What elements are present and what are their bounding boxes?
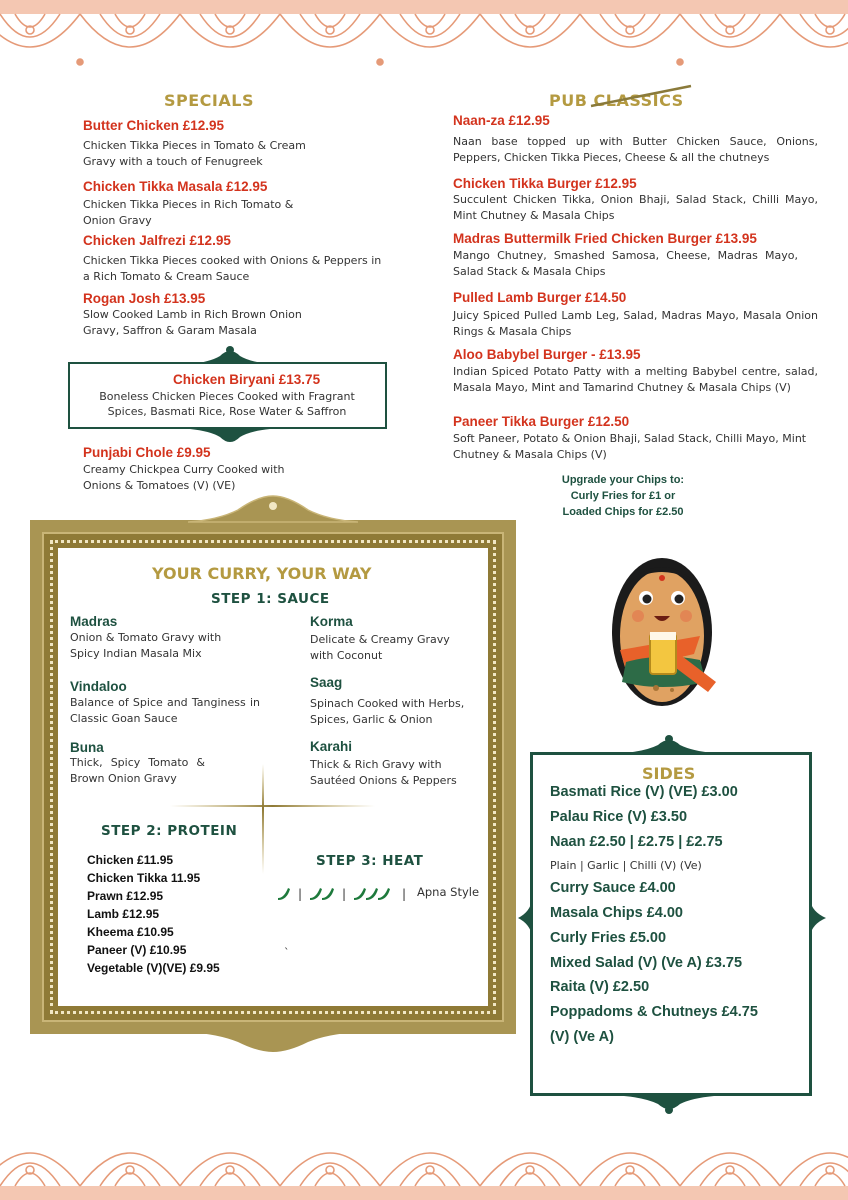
specials-item-desc: Chicken Tikka Pieces in Rich Tomato & Onion Gravy bbox=[83, 198, 294, 227]
side-item: (V) (Ve A) bbox=[550, 1029, 614, 1045]
sauce-desc: Thick, Spicy Tomato & Brown Onion Gravy bbox=[70, 756, 205, 785]
sauce-name: Saag bbox=[310, 675, 343, 690]
pub-item-name: Chicken Tikka Burger £12.95 bbox=[453, 176, 637, 191]
pub-item-name: Naan-za £12.95 bbox=[453, 113, 550, 128]
pub-item-name: Pulled Lamb Burger £14.50 bbox=[453, 290, 627, 305]
heat-scale-chilli-icon bbox=[276, 884, 416, 902]
ornament-icon bbox=[810, 900, 826, 936]
side-item: Basmati Rice (V) (VE) £3.00 bbox=[550, 784, 738, 800]
svg-text:|: | bbox=[402, 887, 407, 901]
pub-word: PUB bbox=[549, 91, 588, 110]
specials-item-desc: Chicken Tikka Pieces cooked with Onions & Peppers in a Rich Tomato & Cream Sauce bbox=[83, 254, 382, 283]
svg-text:|: | bbox=[298, 887, 303, 901]
specials-item-name: Chicken Tikka Masala £12.95 bbox=[83, 179, 268, 194]
step-2-title: STEP 2: PROTEIN bbox=[101, 823, 238, 839]
ornament-icon bbox=[190, 427, 270, 447]
side-item: Palau Rice (V) £3.50 bbox=[550, 809, 688, 825]
side-item: Raita (V) £2.50 bbox=[550, 979, 650, 995]
pub-item-name: Madras Buttermilk Fried Chicken Burger £13.95 bbox=[453, 231, 757, 246]
biryani-box bbox=[68, 362, 387, 429]
pub-item-desc: Indian Spiced Potato Patty with a melting Babybel centre, salad, Masala Mayo, Mint and Tamarind Chutney & Masala Chips (V) bbox=[453, 365, 818, 394]
naan-options: Plain | Garlic | Chilli (V) (Ve) bbox=[550, 859, 702, 872]
side-item: Poppadoms & Chutneys £4.75 bbox=[550, 1004, 758, 1020]
sides-title: SIDES bbox=[642, 764, 696, 783]
sauce-desc: Onion & Tomato Gravy with Spicy Indian Masala Mix bbox=[70, 631, 222, 660]
curry-title: YOUR CURRY, YOUR WAY bbox=[152, 564, 372, 583]
side-item: Mixed Salad (V) (Ve A) £3.75 bbox=[550, 955, 743, 971]
frame-base-icon bbox=[188, 1030, 358, 1054]
svg-text:|: | bbox=[342, 887, 347, 901]
protein-item: Chicken £11.95 bbox=[87, 853, 174, 867]
sauce-desc: Balance of Spice and Tanginess in Classic Goan Sauce bbox=[70, 696, 260, 725]
pub-item-desc: Naan base topped up with Butter Chicken Sauce, Onions, Peppers, Chicken Tikka Pieces, Cheese & all the chutneys bbox=[453, 135, 818, 164]
side-item: Curry Sauce £4.00 bbox=[550, 880, 676, 896]
specials-item-desc: Creamy Chickpea Curry Cooked with Onions & Tomatoes (V) (VE) bbox=[83, 463, 285, 492]
sauce-desc: Delicate & Creamy Gravy with Coconut bbox=[310, 633, 450, 662]
pub-item-desc: Soft Paneer, Potato & Onion Bhaji, Salad Stack, Chilli Mayo, Mint Chutney & Masala Chips (V) bbox=[453, 432, 807, 461]
pub-item-name: Aloo Babybel Burger - £13.95 bbox=[453, 347, 641, 362]
protein-item: Prawn £12.95 bbox=[87, 889, 164, 903]
top-paisley-band bbox=[0, 0, 848, 90]
upgrade-line: Loaded Chips for £2.50 bbox=[562, 506, 684, 518]
specials-item-name: Chicken Biryani £13.75 bbox=[173, 372, 321, 387]
upgrade-line: Upgrade your Chips to: bbox=[561, 474, 685, 486]
sauce-name: Korma bbox=[310, 614, 353, 629]
strikethrough-icon bbox=[586, 82, 696, 112]
pub-item-desc: Juicy Spiced Pulled Lamb Leg, Salad, Madras Mayo, Masala Onion Rings & Masala Chips bbox=[453, 309, 818, 338]
bottom-paisley-band bbox=[0, 1110, 848, 1200]
sauce-desc: Spinach Cooked with Herbs, Spices, Garlic & Onion bbox=[310, 697, 465, 726]
protein-item: Chicken Tikka 11.95 bbox=[87, 871, 201, 885]
upgrade-note bbox=[540, 472, 706, 520]
sauce-desc: Thick & Rich Gravy with Sautéed Onions & Peppers bbox=[310, 758, 457, 787]
upgrade-line: Curly Fries for £1 or bbox=[570, 490, 676, 502]
sauce-name: Karahi bbox=[310, 739, 353, 754]
side-item: Naan £2.50 | £2.75 | £2.75 bbox=[550, 834, 723, 850]
specials-item-desc: Chicken Tikka Pieces in Tomato & Cream Gravy with a touch of Fenugreek bbox=[83, 139, 306, 168]
heat-apna-style: Apna Style bbox=[417, 885, 480, 899]
specials-title: SPECIALS bbox=[164, 91, 254, 110]
classics-word: CLASSICS bbox=[593, 91, 684, 110]
frame-crest-icon bbox=[188, 494, 358, 524]
ornament-icon bbox=[518, 900, 532, 936]
protein-item: Vegetable (V)(VE) £9.95 bbox=[87, 961, 220, 975]
step-1-title: STEP 1: SAUCE bbox=[211, 591, 330, 607]
mascot-illustration-icon bbox=[596, 532, 730, 716]
specials-item-name: Rogan Josh £13.95 bbox=[83, 291, 206, 306]
side-item: Curly Fries £5.00 bbox=[550, 930, 667, 946]
protein-item: Lamb £12.95 bbox=[87, 907, 160, 921]
sauce-name: Vindaloo bbox=[70, 679, 127, 694]
side-item: Masala Chips £4.00 bbox=[550, 905, 683, 921]
specials-item-name: Butter Chicken £12.95 bbox=[83, 118, 225, 133]
sauce-name: Buna bbox=[70, 740, 104, 755]
protein-item: Kheema £10.95 bbox=[87, 925, 174, 939]
specials-item-name: Punjabi Chole £9.95 bbox=[83, 445, 211, 460]
specials-item-name: Chicken Jalfrezi £12.95 bbox=[83, 233, 231, 248]
step-3-title: STEP 3: HEAT bbox=[316, 853, 424, 869]
pub-item-desc: Mango Chutney, Smashed Samosa, Cheese, Madras Mayo, Salad Stack & Masala Chips bbox=[453, 249, 798, 278]
pub-item-name: Paneer Tikka Burger £12.50 bbox=[453, 414, 630, 429]
pub-item-desc: Succulent Chicken Tikka, Onion Bhaji, Salad Stack, Chilli Mayo, Mint Chutney & Masala Chips bbox=[453, 193, 818, 222]
specials-item-desc: Boneless Chicken Pieces Cooked with Fragrant Spices, Basmati Rice, Rose Water & Saffron bbox=[99, 390, 355, 418]
protein-item: Paneer (V) £10.95 bbox=[87, 943, 187, 957]
specials-item-desc: Slow Cooked Lamb in Rich Brown Onion Gravy, Saffron & Garam Masala bbox=[83, 308, 302, 337]
sauce-name: Madras bbox=[70, 614, 118, 629]
stray-mark: ` bbox=[284, 946, 290, 959]
